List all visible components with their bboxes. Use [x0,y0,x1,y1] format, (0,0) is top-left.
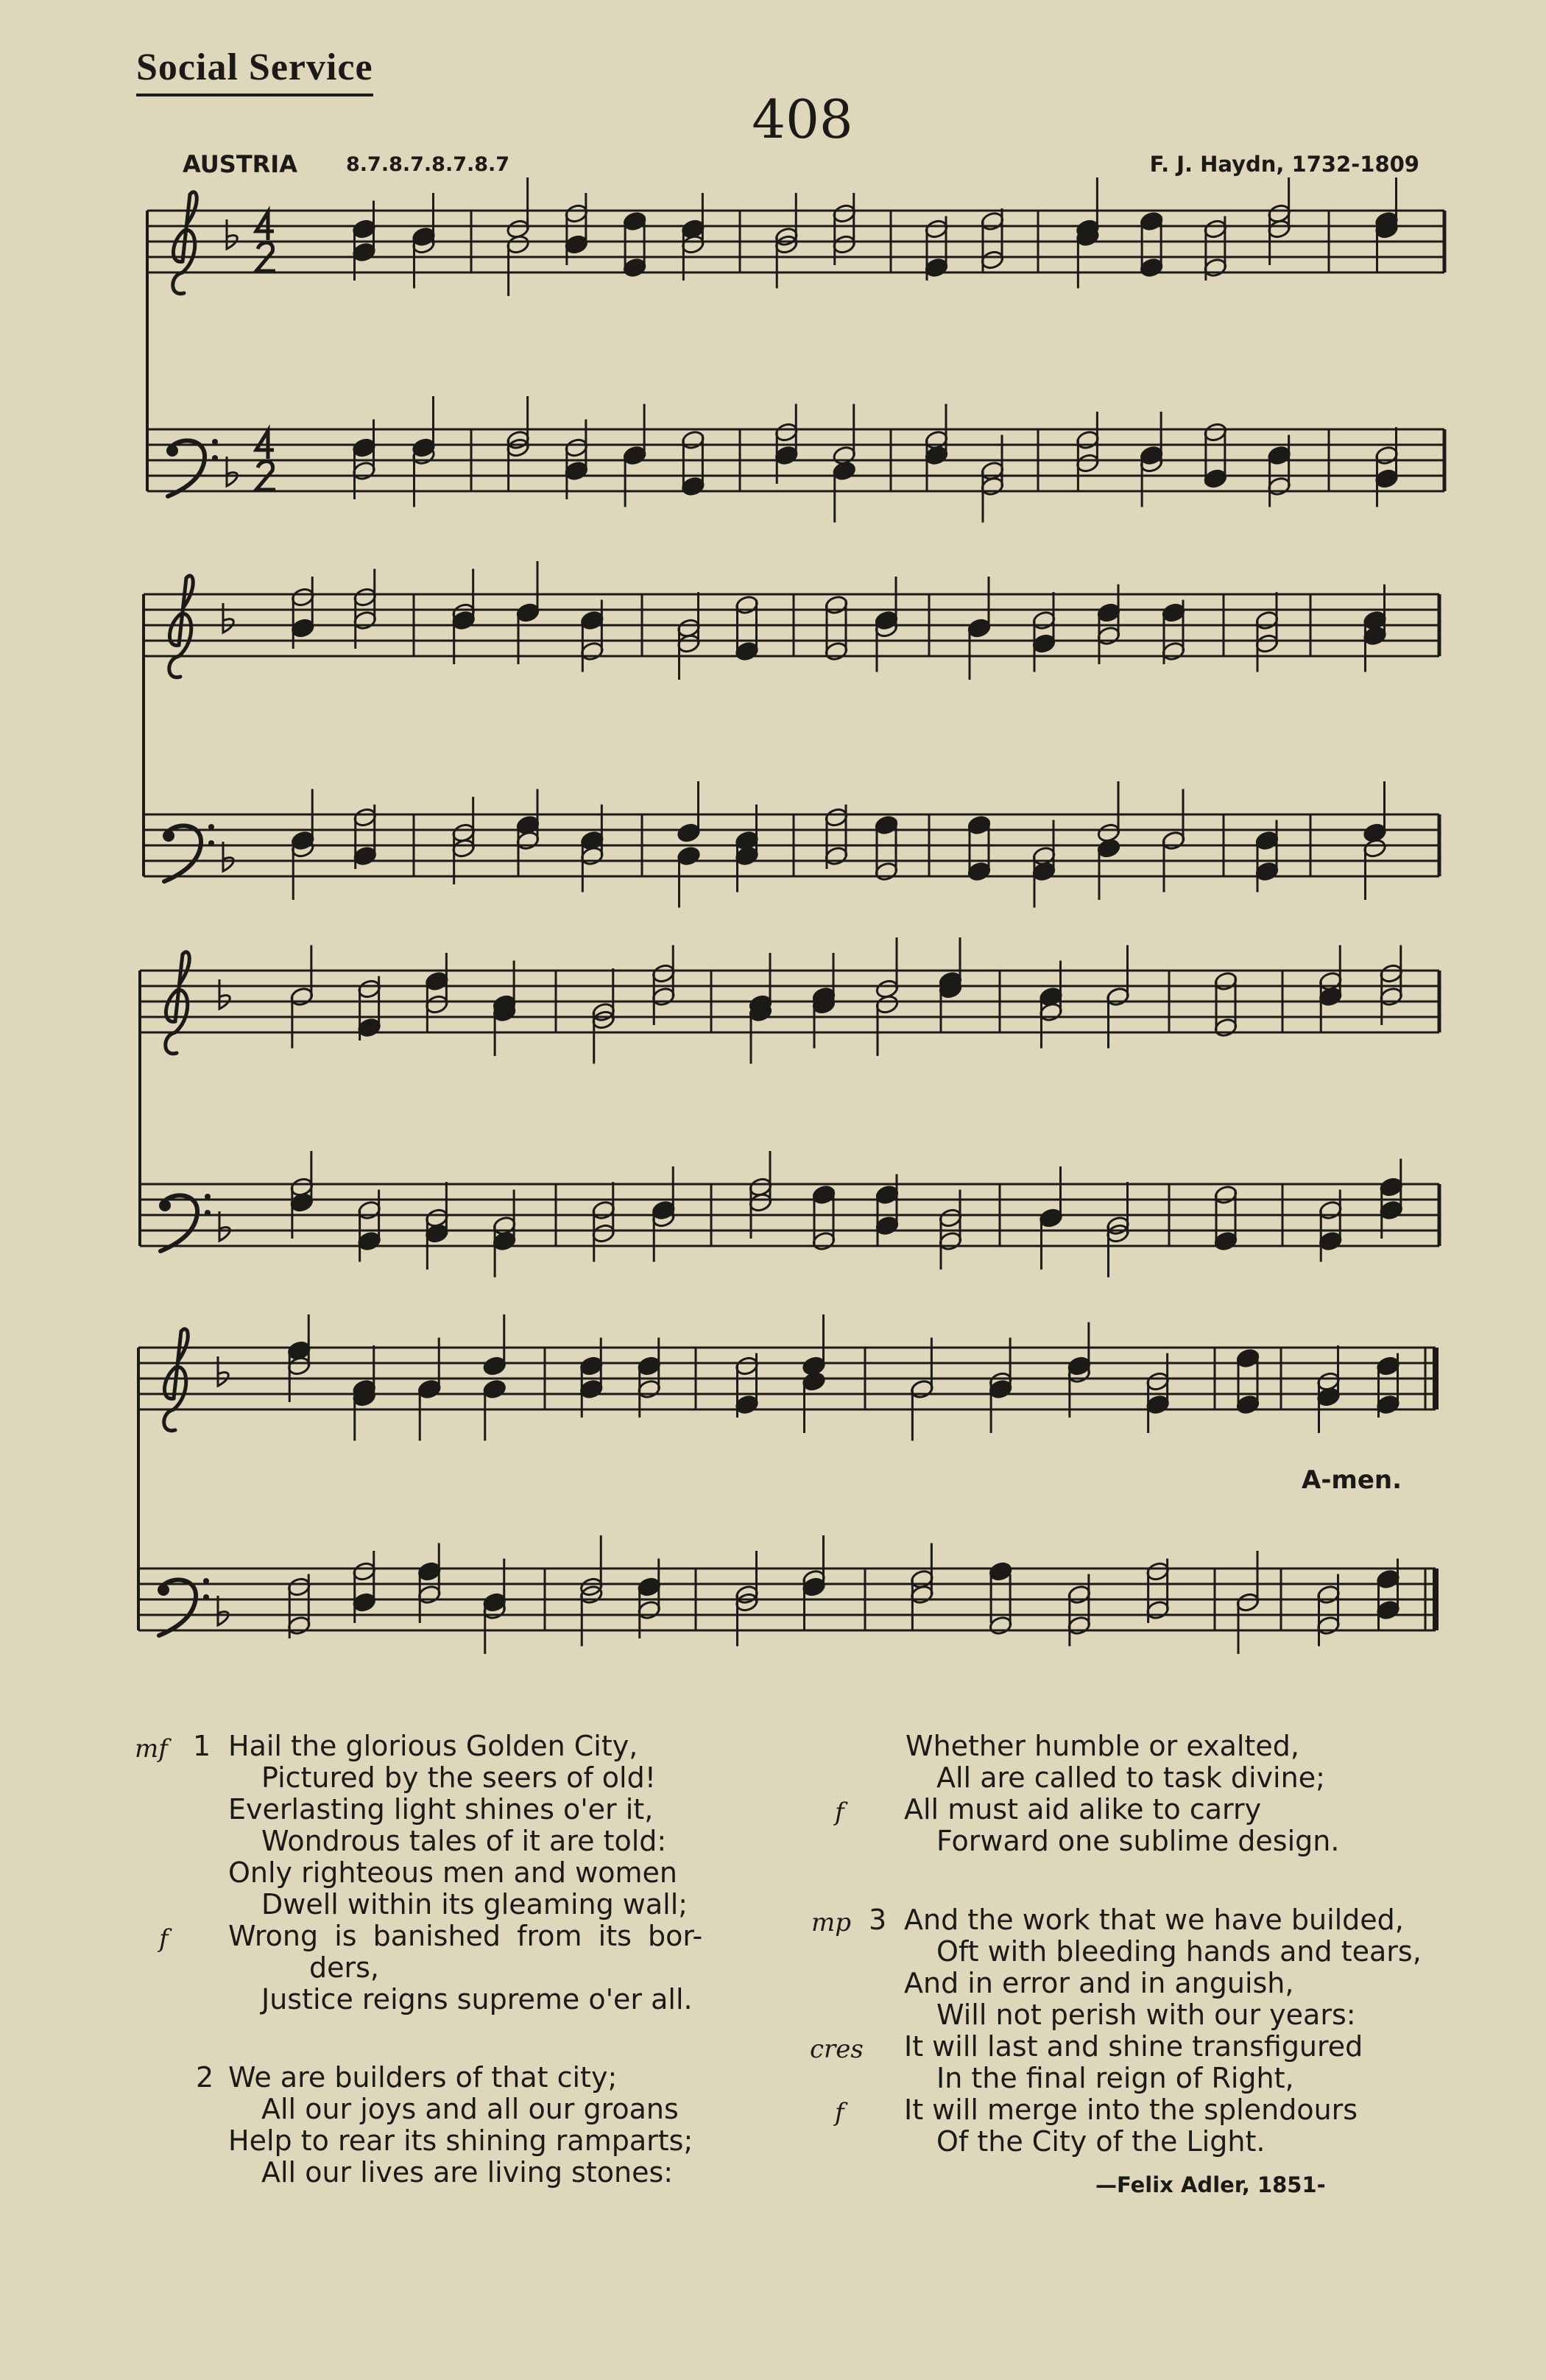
treble-clef [169,576,194,677]
bass-clef-dot [166,445,178,457]
bass-clef-dot [159,1200,171,1211]
dynamic-f: f [835,2098,844,2127]
verse-line: Whether humble or exalted, [906,1730,1299,1762]
verse-line: In the final reign of Right, [936,2062,1294,2094]
bass-clef-dot [203,1594,209,1600]
flat-sign [227,219,237,249]
verse-line: ders, [309,1951,379,1984]
bass-clef-dot [212,439,218,445]
verse-line: And the work that we have builded, [904,1904,1404,1936]
lyricist: —Felix Adler, 1851- [1095,2172,1326,2197]
bass-clef-dot [208,840,214,846]
flat-sign [218,1356,228,1386]
bass-clef-dot [208,824,214,830]
verse-line: Help to rear its shining ramparts; [228,2124,693,2157]
verse-line: It will merge into the splendours [904,2094,1358,2126]
dynamic-mf: mf [135,1734,168,1764]
verse-line: Forward one sublime design. [936,1825,1340,1857]
bass-clef-dot [158,1584,169,1596]
dynamic-mp: mp [811,1908,852,1937]
dynamic-cres: cres [810,2035,864,2064]
treble-clef [164,1329,188,1431]
verse-line: Dwell within its gleaming wall; [261,1888,688,1920]
verse-number: 1 [193,1730,211,1762]
dynamic-f: f [835,1798,844,1827]
bass-clef-dot [203,1578,209,1584]
tune-name: AUSTRIA [183,150,297,178]
bass-clef-dot [212,455,218,461]
verse-line: And in error and in anguish, [904,1967,1294,1999]
verse-line: All are called to task divine; [936,1761,1325,1794]
treble-clef [173,192,197,294]
flat-sign [219,979,230,1009]
verse-line: Of the City of the Light. [936,2125,1266,2158]
hymn-number: 408 [752,88,853,150]
verse-line: Everlasting light shines o'er it, [228,1793,654,1826]
verse-number: 3 [869,1904,887,1936]
verse-line: All our lives are living stones: [261,2156,674,2189]
verse-line: It will last and shine transfigured [904,2030,1363,2063]
bass-clef-dot [205,1194,211,1200]
treble-clef [166,952,190,1054]
meter: 8.7.8.7.8.7.8.7 [346,153,510,176]
bass-clef-dot [205,1210,211,1216]
verse-line: We are builders of that city; [228,2061,618,2094]
verse-line: Oft with bleeding hands and tears, [936,1935,1422,1968]
verse-line: All must aid alike to carry [904,1793,1262,1826]
verse-line: Will not perish with our years: [936,1999,1356,2031]
verse-line: Wondrous tales of it are told: [261,1825,667,1857]
verse-line: Hail the glorious Golden City, [228,1730,638,1762]
verse-number: 2 [196,2061,214,2094]
bass-clef-dot [163,830,174,842]
amen-text: A-men. [1302,1465,1402,1495]
composer: F. J. Haydn, 1732-1809 [1149,152,1419,177]
verse-line: Justice reigns supreme o'er all. [261,1983,693,2015]
verse-line: Wrong is banished from its bor- [228,1920,703,1952]
dynamic-f: f [159,1924,169,1954]
flat-sign [223,603,233,633]
verse-line: All our joys and all our groans [261,2093,679,2125]
verse-line: Only righteous men and women [228,1856,677,1889]
verse-line: Pictured by the seers of old! [261,1761,656,1794]
section-title: Social Service [136,46,373,96]
